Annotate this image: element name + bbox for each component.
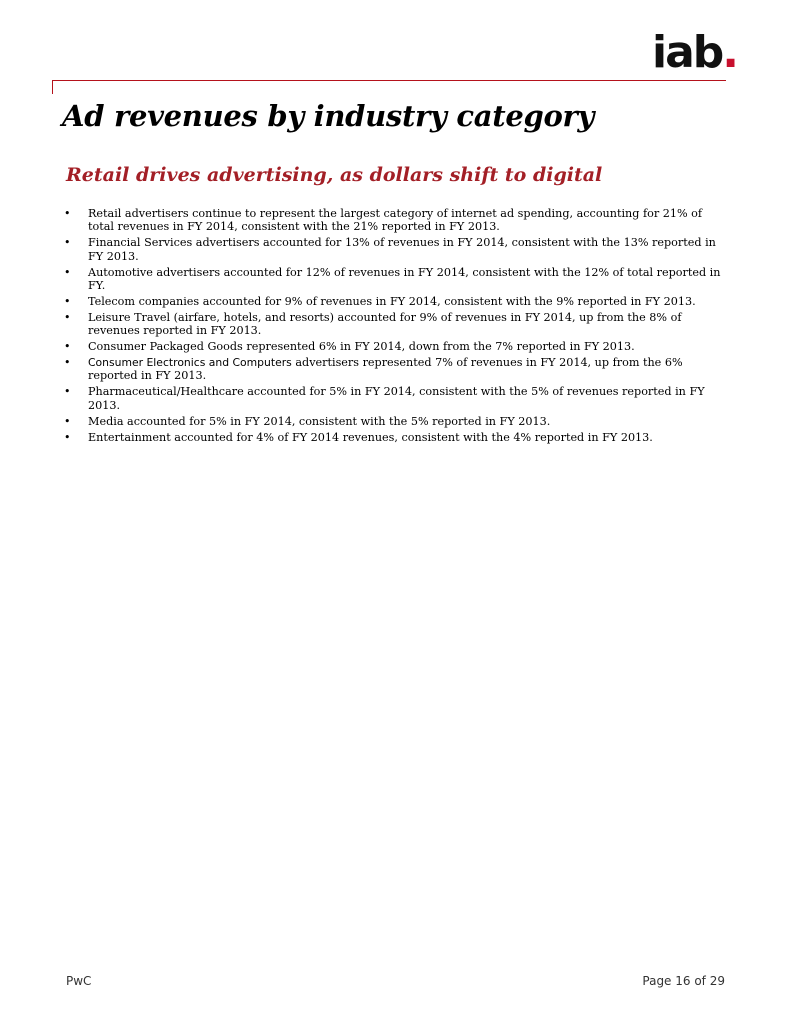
- list-item-text: Media accounted for 5% in FY 2014, consistent with the 5% reported in FY 2013.: [88, 414, 551, 428]
- footer-company: PwC: [66, 974, 92, 988]
- iab-logo: [652, 27, 737, 78]
- list-item-text: Entertainment accounted for 4% of FY 2014 revenues, consistent with the 4% reported in FY 2013.: [88, 430, 653, 444]
- bullet-icon: •: [64, 430, 71, 444]
- page-title: Ad revenues by industry category: [62, 99, 595, 133]
- list-item-text: Automotive advertisers accounted for 12% of revenues in FY 2014, consistent with the 12% of total reported in FY.: [88, 265, 721, 293]
- list-item: [62, 415, 726, 428]
- header-rule-tick: [52, 80, 53, 94]
- bullet-icon: •: [64, 356, 71, 370]
- list-item-text: Retail advertisers continue to represent the largest category of internet ad spending, accounting for 21% of total revenues in FY 2014, consistent with the 21% reported in FY 2013.: [88, 207, 703, 234]
- list-item: [62, 340, 726, 353]
- list-item: [62, 356, 726, 383]
- bullet-icon: •: [64, 236, 71, 250]
- list-item-text: advertisers represented 7% of revenues in FY 2014, up from the 6% reported in FY 2013.: [88, 356, 683, 383]
- list-item-text: Financial Services advertisers accounted for 13% of revenues in FY 2014, consistent with the 13% reported in FY 2013.: [88, 236, 716, 263]
- logo-text: iab: [652, 27, 723, 78]
- list-item-text: Pharmaceutical/Healthcare accounted for 5% in FY 2014, consistent with the 5% of revenues reported in FY 2013.: [88, 385, 705, 412]
- list-item-text: Telecom companies accounted for 9% of revenues in FY 2014, consistent with the 9% reported in FY 2013.: [88, 294, 696, 308]
- bullet-icon: •: [64, 310, 71, 324]
- footer-page-number: Page 16 of 29: [642, 974, 725, 988]
- list-item-lead: Consumer Electronics and Computers: [88, 356, 292, 370]
- list-item: [62, 295, 726, 308]
- bullet-icon: •: [64, 385, 71, 399]
- list-item: [62, 385, 726, 412]
- list-item: [62, 266, 726, 293]
- bullet-icon: •: [64, 265, 71, 279]
- list-item-text: Consumer Packaged Goods represented 6% in FY 2014, down from the 7% reported in FY 2013.: [88, 340, 635, 354]
- bullet-icon: •: [64, 340, 71, 354]
- bullet-icon: •: [64, 414, 71, 428]
- bullet-icon: •: [64, 207, 71, 220]
- list-item: [62, 311, 726, 338]
- list-item: [62, 236, 726, 263]
- section-subtitle: Retail drives advertising, as dollars shift to digital: [66, 164, 603, 186]
- bullet-icon: •: [64, 294, 71, 308]
- list-item-text: Leisure Travel (airfare, hotels, and resorts) accounted for 9% of revenues in FY 2014, up from the 8% of revenues reported in FY 2013.: [88, 310, 682, 338]
- bullet-list: [62, 207, 726, 447]
- header-rule: [52, 80, 726, 81]
- logo-dot: .: [722, 27, 737, 78]
- list-item: [62, 431, 726, 444]
- list-item: [62, 207, 726, 234]
